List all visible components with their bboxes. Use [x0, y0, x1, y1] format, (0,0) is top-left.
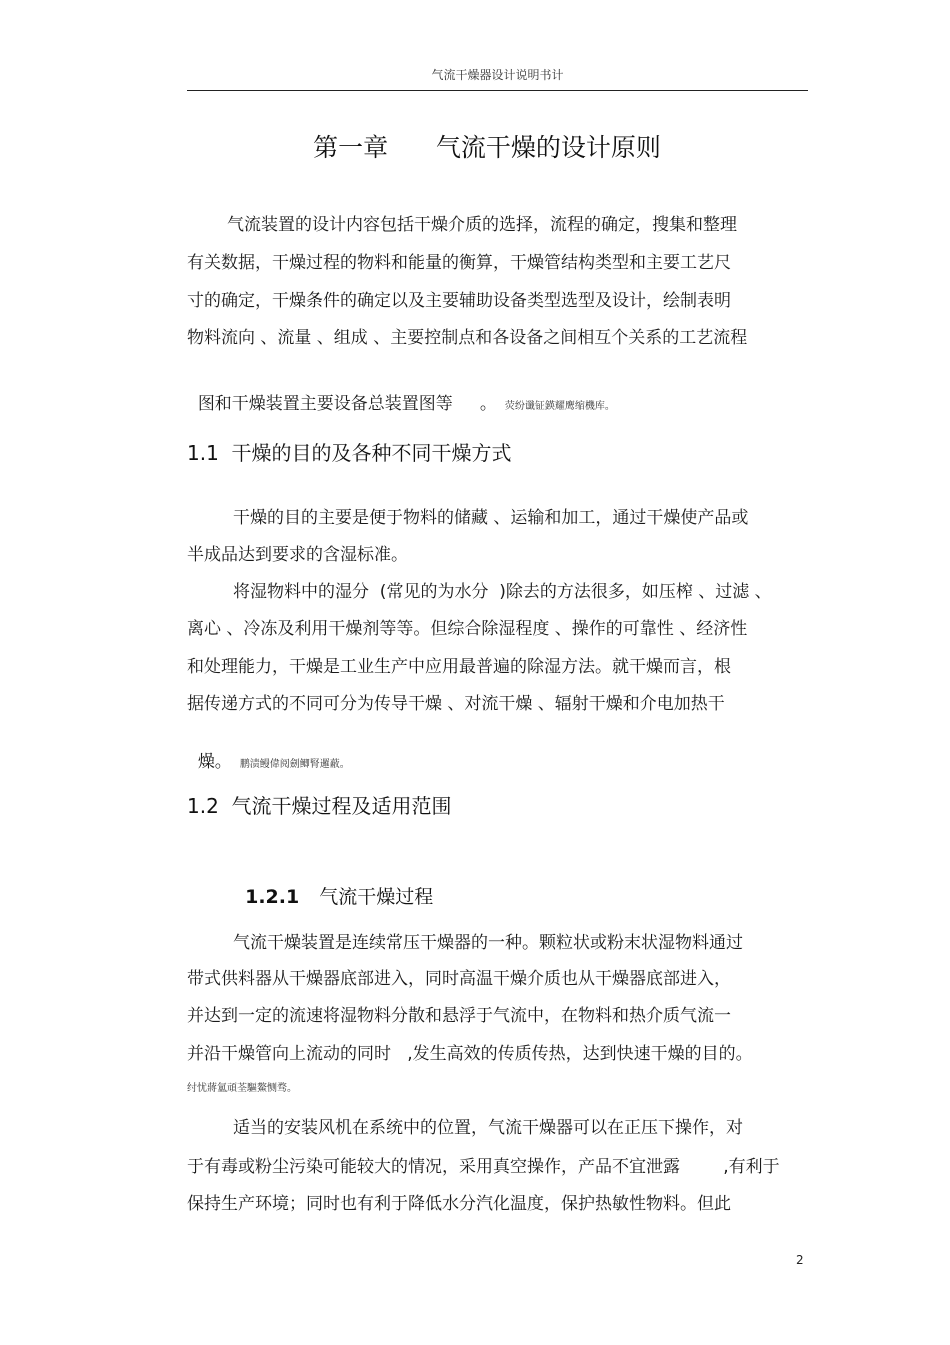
intro-line: 气流装置的设计内容包括干燥介质的选择，流程的确定，搜集和整理	[227, 215, 737, 235]
section-1-1-note: 鹏渍鳗偉阅劍鲫腎邏蔽。	[239, 759, 350, 770]
paragraph-line: 干燥的目的主要是便于物料的储藏 、运输和加工，通过干燥使产品或	[233, 508, 749, 528]
paragraph-line: 离心 、冷冻及利用干燥剂等等。但综合除湿程度 、操作的可靠性 、经济性	[187, 619, 748, 639]
paragraph-line: 将湿物料中的湿分 (常见的为水分 )除去的方法很多，如压榨 、过滤 、	[233, 582, 772, 602]
paragraph-line: 并达到一定的流速将湿物料分散和悬浮于气流中，在物料和热介质气流一	[187, 1006, 731, 1026]
intro-line: 物料流向 、流量 、组成 、主要控制点和各设备之间相互个关系的工艺流程	[187, 328, 748, 348]
page-number: 2	[796, 1253, 804, 1267]
intro-line: 有关数据，干燥过程的物料和能量的衡算，干燥管结构类型和主要工艺尺	[187, 253, 731, 273]
section-1-2-note: 纣忧蔣氳頑荃驅鰲恻骛。	[187, 1083, 297, 1094]
paragraph-line: 半成品达到要求的含湿标准。	[187, 545, 408, 565]
subsection-title: 气流干燥过程	[319, 886, 434, 908]
subsection-number: 1.2.1	[245, 886, 300, 908]
section-heading-1-1: 1.1 干燥的目的及各种不同干燥方式	[187, 441, 512, 465]
intro-line: 寸的确定，干燥条件的确定以及主要辅助设备类型选型及设计，绘制表明	[187, 291, 731, 311]
intro-note: 荧纷谶钲鍈耀鹰缩機库。	[504, 401, 615, 412]
running-header: 气流干燥器设计说明书计	[431, 68, 564, 82]
intro-line	[187, 369, 615, 414]
paragraph-line: 于有毒或粉尘污染可能较大的情况，采用真空操作，产品不宜泄露 ,有利于	[187, 1157, 780, 1177]
intro-line-text: 图和干燥装置主要设备总装置图等 。	[197, 394, 497, 414]
subsection-heading-1-2-1	[233, 860, 433, 909]
paragraph-line: 带式供料器从干燥器底部进入，同时高温干燥介质也从干燥器底部进入，	[187, 969, 731, 989]
paragraph-line	[187, 727, 350, 772]
paragraph-line: 和处理能力，干燥是工业生产中应用最普遍的除湿方法。就干燥而言，根	[187, 657, 731, 677]
paragraph-line: 并沿干燥管向上流动的同时 ,发生高效的传质传热，达到快速干燥的目的。	[187, 1044, 753, 1064]
paragraph-line: 适当的安装风机在系统中的位置，气流干燥器可以在正压下操作，对	[233, 1118, 743, 1138]
paragraph-line-text: 燥。	[197, 752, 232, 772]
paragraph-line: 据传递方式的不同可分为传导干燥 、对流干燥 、辐射干燥和介电加热干	[187, 694, 725, 714]
section-heading-1-2: 1.2 气流干燥过程及适用范围	[187, 794, 452, 818]
header-rule	[187, 90, 808, 91]
paragraph-line: 保持生产环境；同时也有利于降低水分汽化温度，保护热敏性物料。但此	[187, 1194, 731, 1214]
paragraph-line: 气流干燥装置是连续常压干燥器的一种。颗粒状或粉末状湿物料通过	[233, 933, 743, 953]
chapter-title: 第一章 气流干燥的设计原则	[313, 133, 661, 162]
